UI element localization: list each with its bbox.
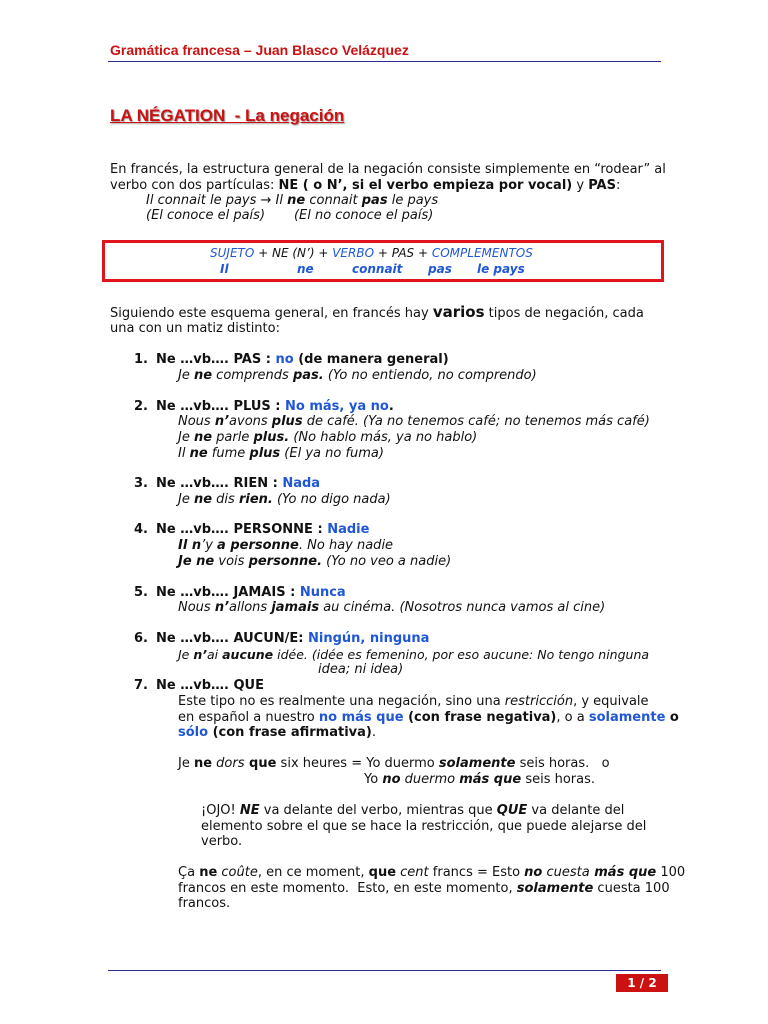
text: ne (287, 193, 306, 208)
text: más que (589, 865, 657, 880)
item-number: 6. (134, 631, 148, 646)
text: Ningún, ninguna (308, 631, 430, 646)
text: parle (212, 430, 254, 445)
item-heading (156, 476, 320, 492)
text: varios (432, 303, 485, 321)
text: Je (178, 492, 194, 507)
text: ne (199, 865, 218, 880)
text: Nunca (299, 585, 346, 600)
text: plus (271, 414, 303, 429)
item-heading (156, 352, 449, 368)
text: (No hablo más, ya no hablo) (289, 430, 478, 445)
text: restricción (504, 694, 574, 709)
item-example (178, 647, 649, 663)
formula-example-complement: le pays (477, 262, 525, 276)
text: : (615, 178, 621, 193)
para2-line-1 (110, 304, 644, 322)
item-example (178, 492, 391, 508)
text: seis horas. o (515, 756, 610, 771)
text: Ne …vb…. PLUS : (156, 399, 285, 414)
text: francs = Esto (428, 865, 525, 880)
text: dis (212, 492, 239, 507)
text: cent (396, 865, 429, 880)
text: six heures = Yo duermo (276, 756, 439, 771)
formula-structure (210, 245, 533, 261)
text: (Yo no entiendo, no comprendo) (323, 368, 537, 383)
ca-line-2 (178, 881, 670, 897)
text: Ne …vb…. PERSONNE : (156, 522, 328, 537)
text: NE (239, 803, 260, 818)
text: ne (189, 446, 208, 461)
item-example (178, 430, 477, 446)
text: personne. (248, 554, 323, 569)
text: sólo (178, 725, 209, 740)
text: Ne …vb…. JAMAIS : (156, 585, 300, 600)
item-example (178, 368, 537, 384)
text: ai (207, 647, 223, 662)
text: pas (361, 193, 388, 208)
ojo-line-1 (201, 803, 624, 819)
text: idée. (idée es femenino, por eso aucune: No tengo ninguna (273, 647, 650, 662)
text: . (388, 399, 394, 414)
text: ’y (201, 538, 218, 553)
text: , en ce moment, (257, 865, 369, 880)
intro-line-1: En francés, la estructura general de la negación consiste simplemente en “rodear” al (110, 162, 666, 177)
ca-line-3: francos. (178, 896, 231, 911)
para2-line-2: una con un matiz distinto: (110, 321, 280, 336)
item-number: 3. (134, 476, 148, 491)
text: Ne …vb…. RIEN : (156, 476, 283, 491)
intro-example-1 (146, 193, 438, 209)
text: ne (193, 756, 213, 771)
item-heading (156, 399, 394, 415)
text: NE ( o N’, si el verbo empieza por vocal) (278, 178, 573, 193)
text: Yo (364, 772, 383, 787)
item-heading (156, 631, 429, 647)
text: Je (178, 647, 194, 662)
intro-line-2 (110, 178, 620, 194)
text: Je (178, 368, 194, 383)
text: Nous (178, 600, 215, 615)
item-heading: Ne …vb…. QUE (156, 678, 264, 693)
text: más que (459, 772, 522, 787)
text: Nadie (327, 522, 370, 537)
text: verbo con dos partículas: (110, 178, 279, 193)
text: No más, ya no (284, 399, 389, 414)
item-number: 1. (134, 352, 148, 367)
text: (de manera general) (293, 352, 449, 367)
text: rien. (238, 492, 273, 507)
text: vois (214, 554, 249, 569)
text: tipos de negación, cada (484, 306, 644, 321)
text: NE (N’) (271, 246, 315, 260)
text: seis horas. (521, 772, 596, 787)
text: Je ne (178, 554, 215, 569)
text: Il connait le pays → Il (146, 193, 288, 208)
text: + (314, 246, 333, 260)
formula-example-pas: pas (428, 262, 452, 276)
ojo-line-3: verbo. (201, 834, 243, 849)
text: Nada (282, 476, 321, 491)
formula-example-verb: connait (352, 262, 403, 276)
text: aucune (222, 647, 274, 662)
text: ¡OJO! (201, 803, 240, 818)
text: no (382, 772, 401, 787)
text: cuesta (542, 865, 590, 880)
text: Siguiendo este esquema general, en francés hay (110, 306, 433, 321)
text: Ne …vb…. AUCUN/E: (156, 631, 309, 646)
text: solamente (588, 710, 666, 725)
item-example (178, 600, 605, 616)
text: n’ (214, 600, 230, 615)
text: 100 (656, 865, 686, 880)
text: (El ya no fuma) (280, 446, 384, 461)
page-title: LA NÉGATION - La negación (110, 106, 345, 125)
text: coûte (217, 865, 258, 880)
text: en español a nuestro (178, 710, 319, 725)
text: connait (305, 193, 362, 208)
text: PAS (588, 178, 616, 193)
text: comprends (212, 368, 293, 383)
text: (con frase afirmativa) (208, 725, 372, 740)
text: le pays (387, 193, 439, 208)
text: + (254, 246, 272, 260)
text: n’ (214, 414, 230, 429)
text: Nous (178, 414, 215, 429)
item7-text-1 (178, 694, 649, 710)
text: , o a (556, 710, 589, 725)
text: que (368, 865, 397, 880)
document-header: Gramática francesa – Juan Blasco Velázquez (110, 42, 409, 58)
text: dors (212, 756, 245, 771)
item-example (178, 538, 393, 554)
text: pas. (292, 368, 324, 383)
text: n’ (193, 647, 208, 662)
intro-example-2: (El conoce el país) (El no conoce el país) (146, 208, 434, 223)
item-heading (156, 522, 369, 538)
text: . No hay nadie (298, 538, 394, 553)
text: no más que (318, 710, 404, 725)
ca-line-1 (178, 865, 685, 881)
text: no (524, 865, 543, 880)
text: Ne …vb…. PAS : (156, 352, 276, 367)
text: no (275, 352, 294, 367)
item-heading (156, 585, 346, 601)
text: (con frase negativa) (403, 710, 557, 725)
formula-example-il: Il (220, 262, 229, 276)
text: ne (193, 492, 213, 507)
text: o (665, 710, 679, 725)
text: + (374, 246, 392, 260)
formula-example-ne: ne (297, 262, 314, 276)
text: duermo (400, 772, 460, 787)
text: (Yo no veo a nadie) (322, 554, 452, 569)
text: Je (178, 756, 194, 771)
text: francos en este momento. Esto, en este momento, (178, 881, 517, 896)
text: Je (178, 430, 194, 445)
header-rule (108, 61, 661, 62)
item7-text-2 (178, 710, 679, 726)
text: Ça (178, 865, 200, 880)
text: Il (178, 446, 190, 461)
text: a personne (217, 538, 299, 553)
text: solamente (516, 881, 594, 896)
page-number-badge: 1 / 2 (616, 974, 668, 992)
text: SUJETO (210, 246, 255, 260)
text: , y equivale (573, 694, 649, 709)
text: . (371, 725, 377, 740)
text: allons (229, 600, 272, 615)
item7-text-3 (178, 725, 376, 741)
item-example (178, 446, 384, 462)
text: cuesta 100 (593, 881, 670, 896)
item7-example-2 (364, 772, 595, 788)
text: ne (193, 368, 213, 383)
text: va delante del (527, 803, 625, 818)
text: COMPLEMENTOS (431, 246, 533, 260)
text: va delante del verbo, mientras que (259, 803, 497, 818)
text: y (572, 178, 589, 193)
text: Este tipo no es realmente una negación, sino una (178, 694, 505, 709)
text: solamente (438, 756, 516, 771)
text: plus. (253, 430, 290, 445)
item-number: 4. (134, 522, 148, 537)
item-example-cont: idea; ni idea) (318, 662, 404, 677)
text: VERBO (332, 246, 375, 260)
text: + (414, 246, 432, 260)
text: avons (229, 414, 272, 429)
text: Il n (178, 538, 202, 553)
text: jamais (271, 600, 320, 615)
text: plus (249, 446, 281, 461)
text: (Yo no digo nada) (272, 492, 391, 507)
item-number: 7. (134, 678, 148, 693)
footer-rule (108, 970, 661, 971)
text: de café. (Ya no tenemos café; no tenemos más café) (302, 414, 650, 429)
item-example (178, 554, 451, 570)
text: PAS (391, 246, 415, 260)
ojo-line-2: elemento sobre el que se hace la restricción, que puede alejarse del (201, 819, 647, 834)
text: ne (193, 430, 213, 445)
text: fume (207, 446, 250, 461)
text: que (244, 756, 277, 771)
item-number: 2. (134, 399, 148, 414)
text: au cinéma. (Nosotros nunca vamos al cine) (319, 600, 606, 615)
item-example (178, 414, 650, 430)
text: QUE (496, 803, 528, 818)
item-number: 5. (134, 585, 148, 600)
item7-example-1 (178, 756, 610, 772)
